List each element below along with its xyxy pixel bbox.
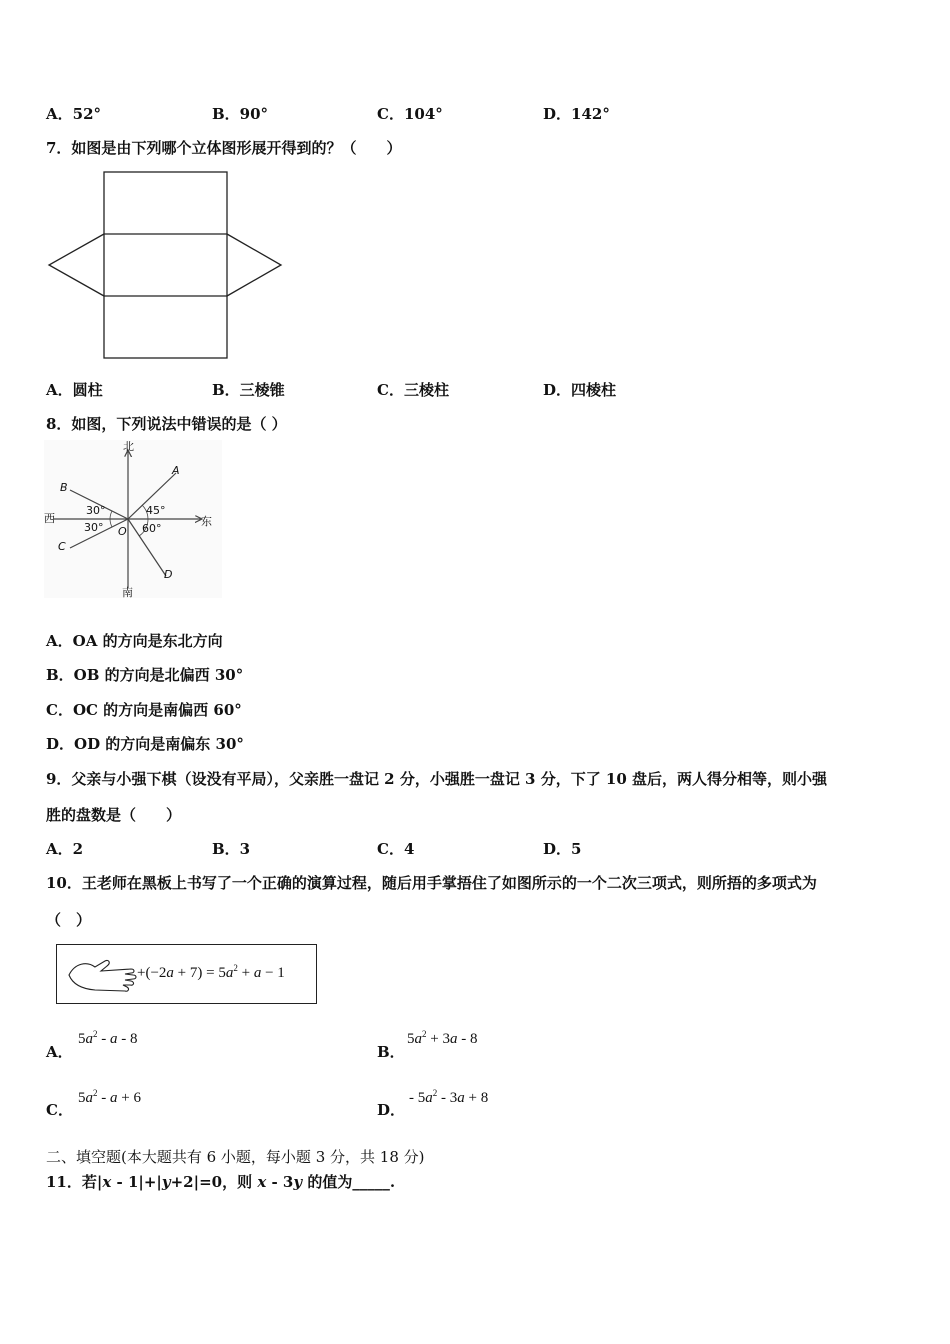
net-right-triangle — [227, 234, 281, 296]
net-left-triangle — [49, 234, 104, 296]
label-angle-c: 30° — [84, 521, 104, 534]
q10-option-c-label: C． — [46, 1101, 73, 1119]
label-point-o: O — [118, 525, 127, 538]
q10-option-b-expr: $5a^2 + 3a - 8$ — [407, 1029, 478, 1047]
label-point-d: D — [164, 568, 173, 581]
q6-option-c: C．104° — [377, 105, 443, 123]
label-south: 南 — [122, 586, 133, 599]
q8-option-d: D．OD 的方向是南偏东 30° — [46, 735, 244, 753]
q8-option-b: B．OB 的方向是北偏西 30° — [46, 666, 244, 684]
q9-question-line2: 胜的盘数是（ ） — [46, 806, 182, 824]
q7-option-d: D．四棱柱 — [543, 381, 617, 399]
label-angle-a: 45° — [146, 504, 166, 517]
q9-option-d: D．5 — [543, 840, 582, 858]
q10-option-d-label: D． — [377, 1101, 406, 1119]
label-point-c: C — [58, 540, 66, 553]
q7-option-b: B．三棱锥 — [212, 381, 285, 399]
q10-option-a-label: A． — [46, 1043, 73, 1061]
q6-option-a: A．52° — [46, 105, 102, 123]
q7-option-a: A．圆柱 — [46, 381, 103, 399]
net-outer-rect — [104, 172, 227, 358]
answer-blank[interactable]: _____ — [352, 1173, 390, 1191]
prism-net-figure — [45, 168, 285, 363]
q8-option-c: C．OC 的方向是南偏西 60° — [46, 701, 242, 719]
q8-question: 8．如图，下列说法中错误的是（ ） — [46, 415, 287, 433]
q9-option-c: C．4 — [377, 840, 415, 858]
q9-option-a: A．2 — [46, 840, 84, 858]
q7-question: 7．如图是由下列哪个立体图形展开得到的？（ ） — [46, 139, 402, 157]
q10-question-line2: （ ） — [46, 911, 92, 929]
q7-option-c: C．三棱柱 — [377, 381, 449, 399]
hand-icon — [65, 953, 137, 995]
q6-option-b: B．90° — [212, 105, 269, 123]
q10-option-d-expr: - $5a^2 - 3a + 8$ — [409, 1088, 489, 1106]
label-east: 东 — [201, 515, 212, 528]
q11-question: 11．若|x - 1|+|y+2|=0，则 x - 3y 的值为_____. — [46, 1173, 396, 1191]
label-angle-d: 60° — [142, 522, 162, 535]
q9-question-line1: 9．父亲与小强下棋（设没有平局），父亲胜一盘记 2 分，小强胜一盘记 3 分，下了 10 盘后，两人得分相等，则小强 — [46, 770, 828, 788]
label-north: 北 — [123, 440, 134, 453]
label-west: 西 — [44, 512, 55, 525]
label-angle-b: 30° — [86, 504, 106, 517]
q9-option-b: B．3 — [212, 840, 251, 858]
label-point-b: B — [60, 481, 68, 494]
label-point-a: A — [172, 464, 180, 477]
q10-option-b-label: B． — [377, 1043, 405, 1061]
q6-option-d: D．142° — [543, 105, 610, 123]
q10-question-line1: 10．王老师在黑板上书写了一个正确的演算过程，随后用手掌捂住了如图所示的一个二次三项式，则所捂的多项式为 — [46, 874, 817, 892]
q10-option-c-expr: $5a^2 - a + 6$ — [78, 1088, 141, 1106]
hand-formula-box — [56, 944, 317, 1004]
hand-formula: $+(-2a + 7) = 5a^2 + a - 1$ — [137, 963, 285, 981]
q10-option-a-expr: $5a^2$ - a - 8 — [78, 1029, 138, 1047]
compass-figure — [44, 440, 222, 598]
q8-option-a: A．OA 的方向是东北方向 — [46, 632, 223, 650]
section2-heading: 二、填空题(本大题共有 6 小题，每小题 3 分，共 18 分) — [46, 1148, 425, 1166]
